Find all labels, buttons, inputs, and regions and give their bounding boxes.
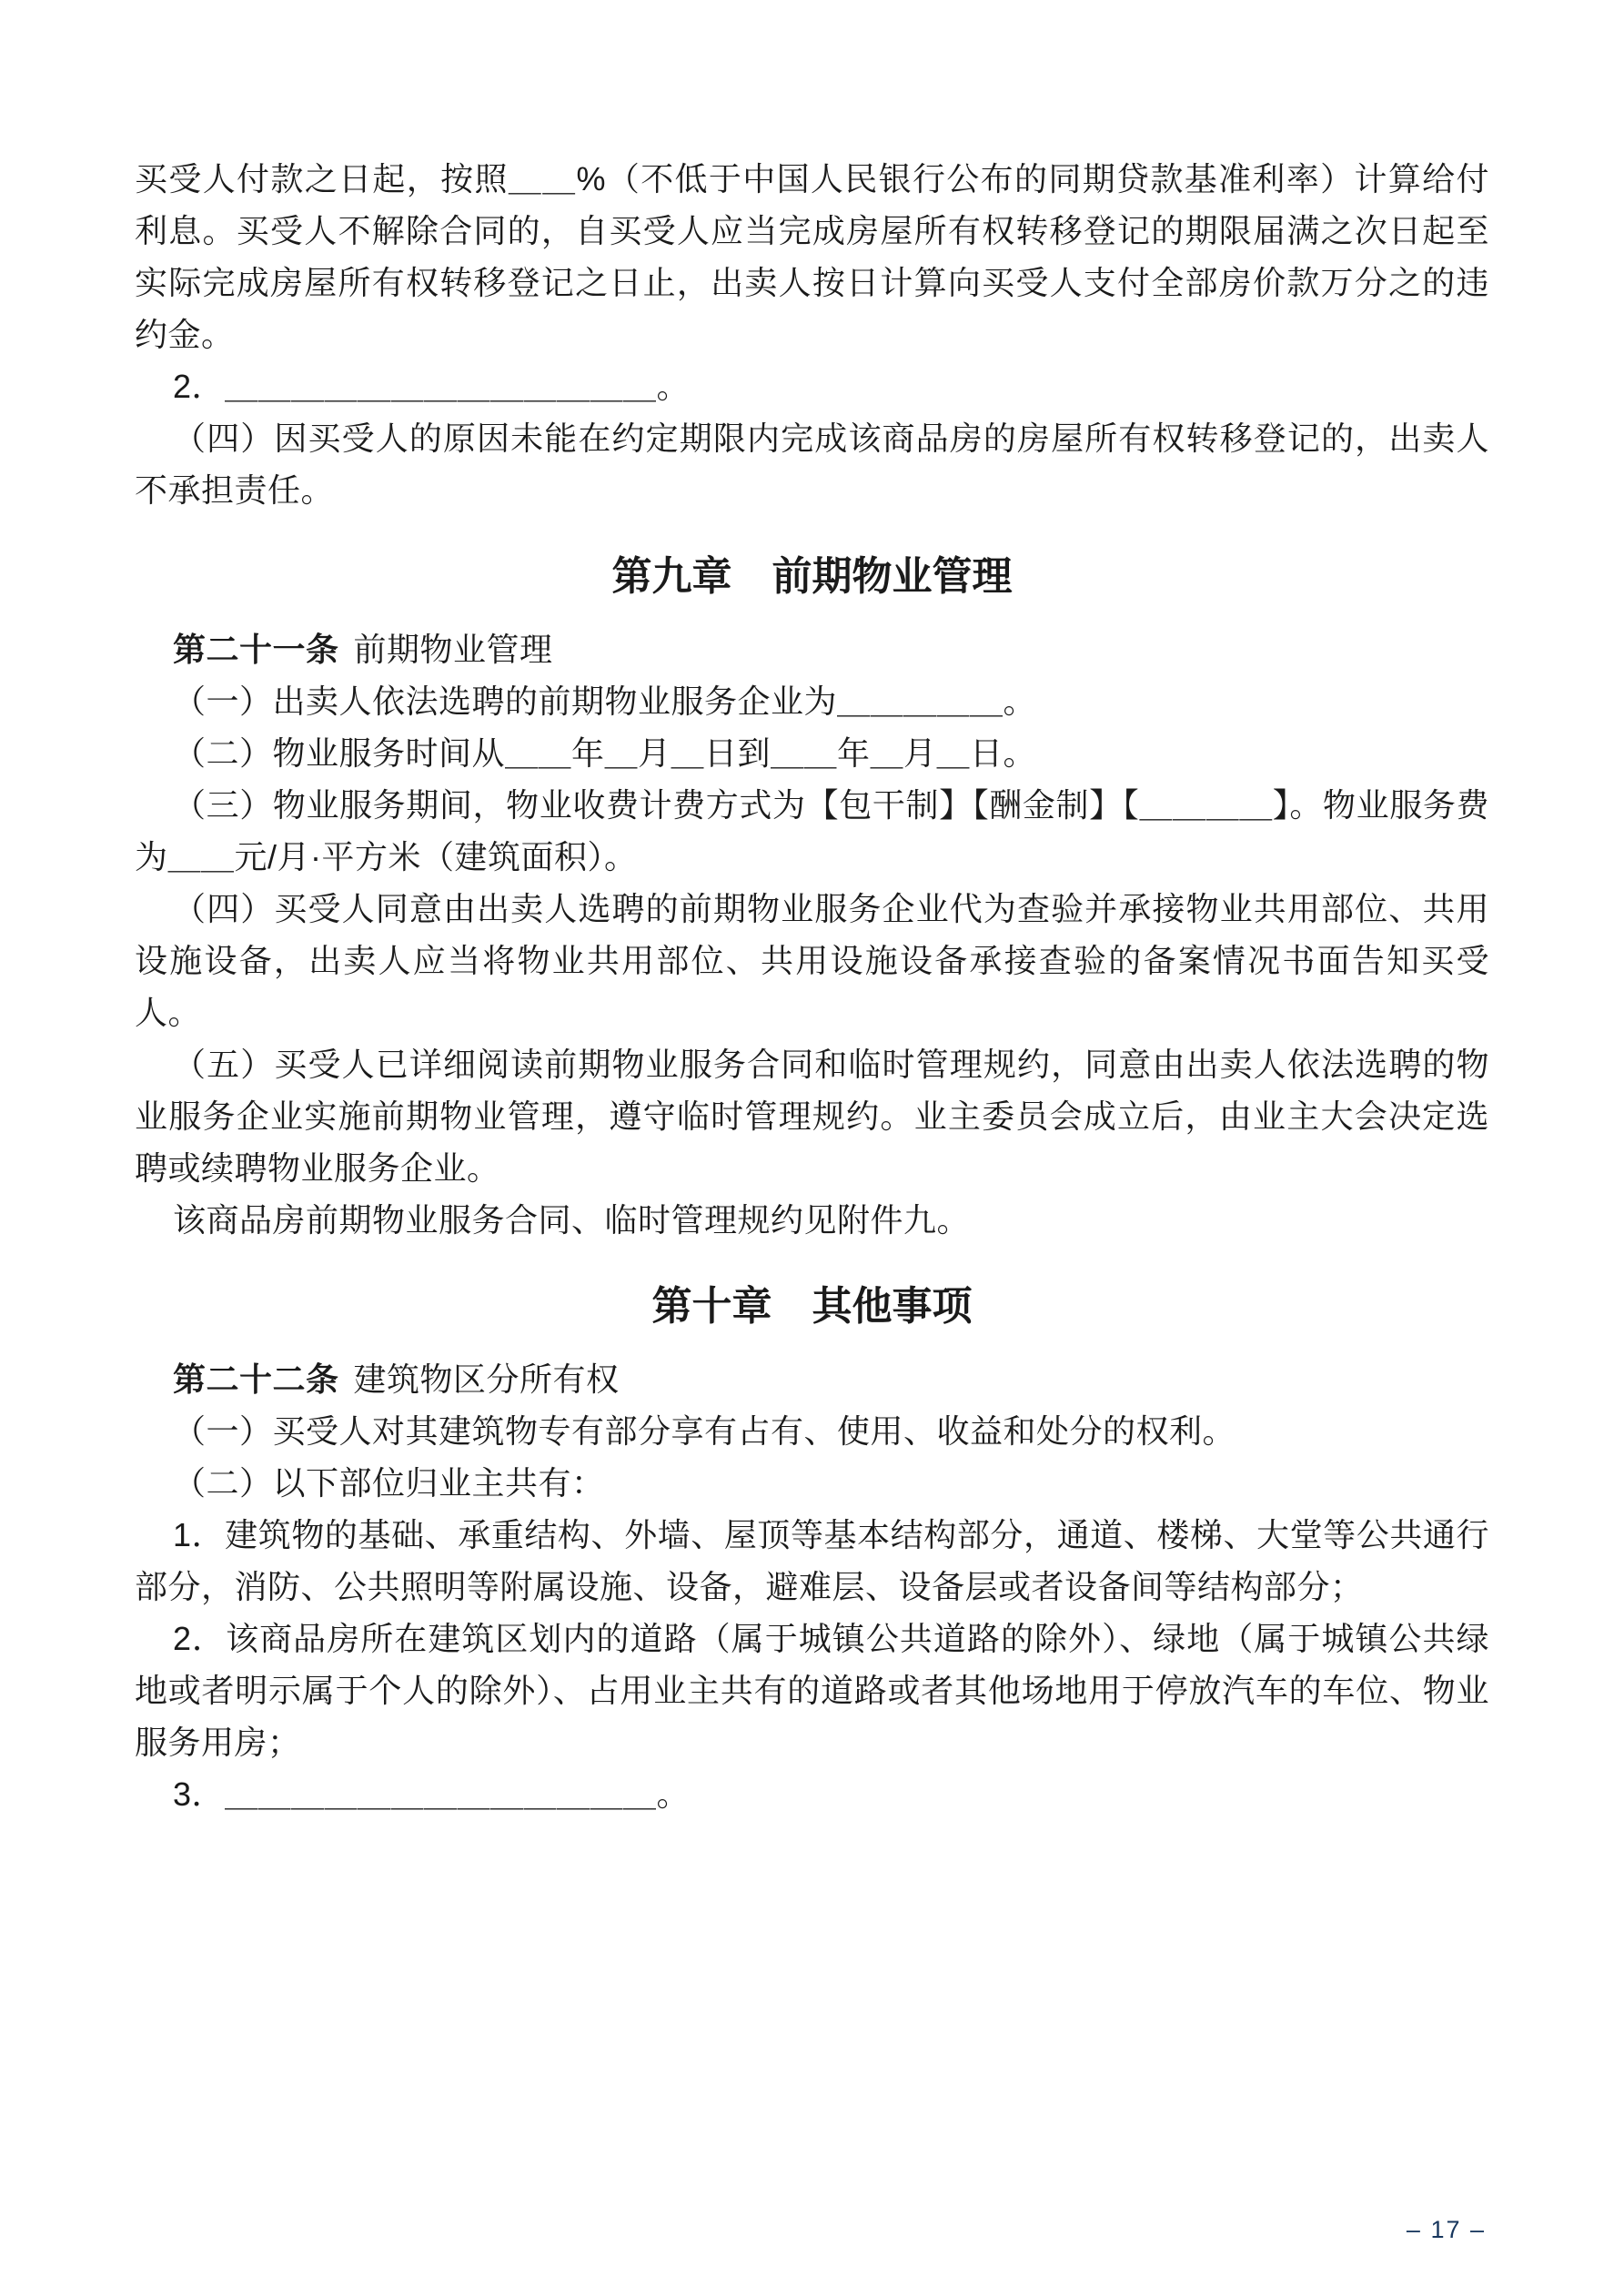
paragraph-interest-penalty: 买受人付款之日起，按照＿＿%（不低于中国人民银行公布的同期贷款基准利率）计算给付利息。买受人不解除合同的，自买受人应当完成房屋所有权转移登记的期限届满之次日起至实际完成房屋所有权转移登记之日止，出卖人按日计算向买受人支付全部房价款万分之的违约金。: [135, 160, 1489, 353]
chapter-10-heading: 第十章 其他事项: [651, 1284, 973, 1329]
chapter-9-heading: 第九章 前期物业管理: [611, 554, 1013, 599]
clause-21-title: 前期物业管理: [353, 631, 553, 668]
clause-22-number: 第二十二条: [173, 1360, 339, 1398]
fill-in-line-item-3: 3．＿＿＿＿＿＿＿＿＿＿＿＿＿。: [173, 1775, 691, 1813]
paragraph-item-2-common-ownership: （二）以下部位归业主共有：: [173, 1464, 605, 1502]
clause-21-heading: [135, 623, 1489, 675]
paragraph-item-1-exclusive-rights: （一）买受人对其建筑物专有部分享有占有、使用、收益和处分的权利。: [173, 1412, 1236, 1450]
paragraph-item-1-property-company: （一）出卖人依法选聘的前期物业服务企业为＿＿＿＿＿。: [173, 683, 1037, 720]
paragraph-item-4-acceptance-check: （四）买受人同意由出卖人选聘的前期物业服务企业代为查验并承接物业共用部位、共用设施设备，出卖人应当将物业共用部位、共用设施设备承接查验的备案情况书面告知买受人。: [135, 890, 1489, 1031]
paragraph-item-5-management-rules: （五）买受人已详细阅读前期物业服务合同和临时管理规约，同意由出卖人依法选聘的物业服务企业实施前期物业管理，遵守临时管理规约。业主委员会成立后，由业主大会决定选聘或续聘物业服务企业。: [135, 1046, 1489, 1187]
paragraph-item-3-fee-method: （三）物业服务期间，物业收费计费方式为【包干制】【酬金制】【＿＿＿＿】。物业服务费为＿＿元/月·平方米（建筑面积）。: [135, 786, 1489, 875]
paragraph-item-2-service-period: （二）物业服务时间从＿＿年＿月＿日到＿＿年＿月＿日。: [173, 734, 1037, 772]
clause-22-heading: [135, 1353, 1489, 1405]
clause-21-number: 第二十一条: [173, 631, 339, 668]
paragraph-common-parts-1: 1．建筑物的基础、承重结构、外墙、屋顶等基本结构部分，通道、楼梯、大堂等公共通行部分，消防、公共照明等附属设施、设备，避难层、设备层或者设备间等结构部分；: [135, 1516, 1489, 1605]
fill-in-line-item-2: 2．＿＿＿＿＿＿＿＿＿＿＿＿＿。: [173, 368, 691, 405]
paragraph-common-parts-2: 2．该商品房所在建筑区划内的道路（属于城镇公共道路的除外）、绿地（属于城镇公共绿地或者明示属于个人的除外）、占用业主共有的道路或者其他场地用于停放汽车的车位、物业服务用房；: [135, 1620, 1489, 1761]
paragraph-attachment-9-note: 该商品房前期物业服务合同、临时管理规约见附件九。: [173, 1201, 971, 1239]
paragraph-item-4-buyer-cause: （四）因买受人的原因未能在约定期限内完成该商品房的房屋所有权转移登记的，出卖人不承担责任。: [135, 420, 1489, 509]
clause-22-title: 建筑物区分所有权: [353, 1360, 620, 1398]
page-number: – 17 –: [1406, 2216, 1486, 2243]
